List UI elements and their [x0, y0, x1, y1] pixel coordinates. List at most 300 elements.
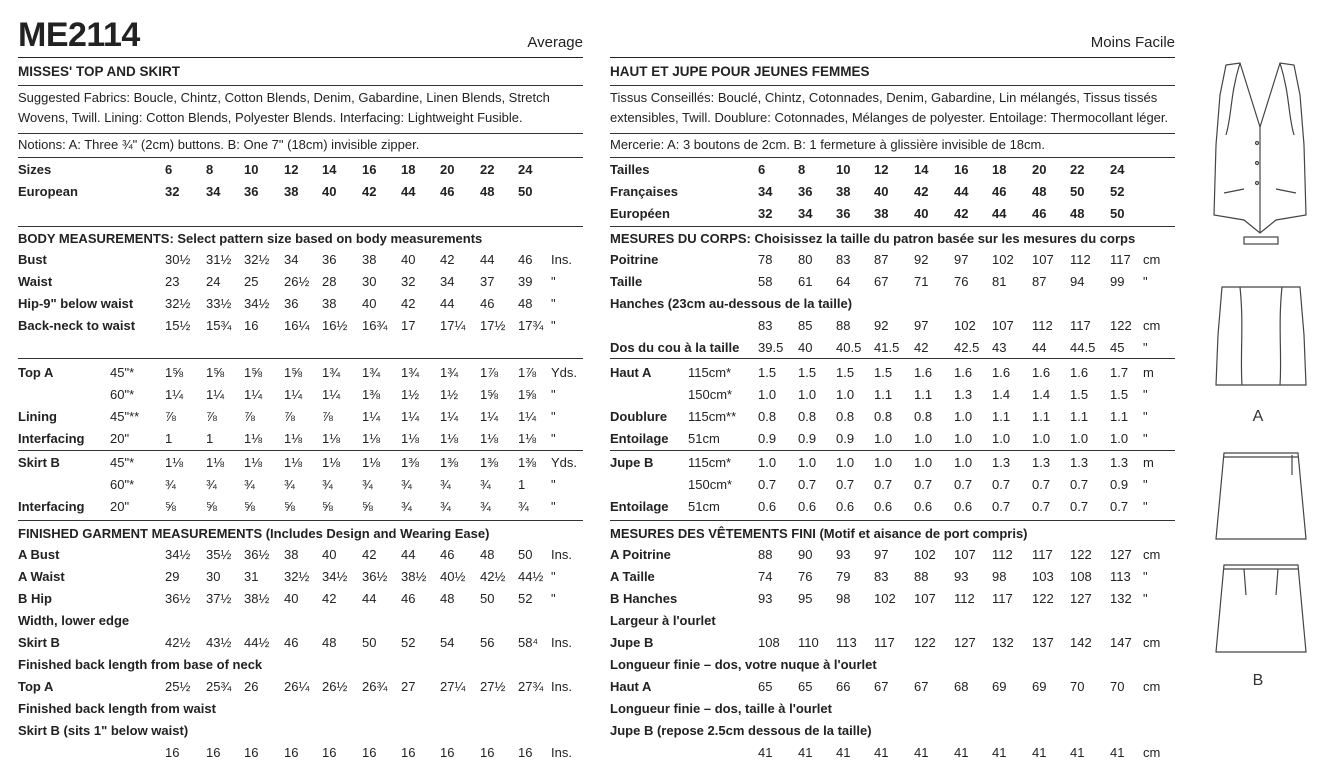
table-row: [18, 362, 583, 384]
table-cell: 27¼: [440, 679, 466, 694]
table-cell: 41: [836, 745, 851, 760]
table-cell: 83: [758, 318, 773, 333]
table-cell: 16: [362, 745, 377, 760]
table-cell: 16: [322, 745, 337, 760]
unit-label: Yds.: [551, 455, 578, 470]
row-label: B Hip: [18, 591, 52, 606]
table-cell: 0.6: [836, 499, 855, 514]
table-cell: 117: [992, 591, 1013, 606]
table-cell: 1.3: [1110, 455, 1129, 470]
table-cell: 42: [954, 206, 969, 221]
table-cell: 32½: [284, 569, 310, 584]
table-cell: 88: [758, 547, 773, 562]
table-cell: 32½: [244, 252, 270, 267]
table-cell: ¾: [362, 477, 373, 492]
table-cell: 34: [798, 206, 813, 221]
table-cell: 1⅛: [244, 455, 263, 470]
fabric-width: 45"**: [110, 409, 140, 424]
table-cell: 20: [440, 162, 455, 177]
unit-label: ": [1143, 431, 1148, 446]
table-cell: 80: [798, 252, 813, 267]
table-cell: 14: [914, 162, 929, 177]
divider: [610, 520, 1175, 521]
table-cell: 117: [1032, 547, 1053, 562]
row-label: Width, lower edge: [18, 613, 130, 628]
table-cell: ⅝: [362, 499, 373, 514]
table-cell: 1⅝: [480, 387, 499, 402]
table-cell: 1.1: [992, 409, 1011, 424]
table-cell: 27¾: [518, 679, 544, 694]
table-cell: 81: [992, 274, 1007, 289]
row-label: Françaises: [610, 184, 678, 199]
table-cell: 1.0: [836, 387, 855, 402]
table-cell: 26: [244, 679, 259, 694]
table-row: [18, 181, 583, 203]
table-cell: 65: [758, 679, 773, 694]
skirt-view-2: [1216, 565, 1306, 652]
table-row: [18, 452, 583, 474]
fabric-width: 20": [110, 431, 130, 446]
divider: [610, 226, 1175, 227]
table-cell: 8: [206, 162, 214, 177]
table-cell: 16: [206, 745, 221, 760]
table-cell: 34: [206, 184, 221, 199]
table-cell: 132: [992, 635, 1014, 650]
table-cell: 41: [992, 745, 1007, 760]
table-cell: 1⅝: [518, 387, 537, 402]
table-cell: 1¼: [480, 409, 499, 424]
unit-label: ": [1143, 274, 1148, 289]
divider: [18, 157, 583, 158]
row-label: A Taille: [610, 569, 655, 584]
divider: [610, 450, 1175, 451]
table-cell: 44: [954, 184, 969, 199]
table-cell: 46: [992, 184, 1007, 199]
table-cell: 97: [954, 252, 969, 267]
row-label: Haut A: [610, 679, 652, 694]
table-row: [18, 406, 583, 428]
table-row: [610, 676, 1175, 698]
table-cell: 69: [1032, 679, 1047, 694]
unit-label: m: [1143, 365, 1154, 380]
table-cell: 34½: [165, 547, 191, 562]
table-row: [610, 293, 1175, 315]
table-cell: 48: [440, 591, 455, 606]
pattern-title: MISSES' TOP AND SKIRT: [18, 64, 180, 79]
table-cell: 0.6: [874, 499, 893, 514]
table-cell: 44½: [244, 635, 270, 650]
pattern-number: ME2114: [18, 16, 140, 54]
table-cell: 38: [284, 184, 299, 199]
table-row: [18, 474, 583, 496]
vest-back-view: [1214, 63, 1306, 233]
table-cell: 66: [836, 679, 851, 694]
unit-label: Ins.: [551, 745, 572, 760]
table-cell: 1: [206, 431, 214, 446]
row-label: European: [18, 184, 78, 199]
table-cell: 1⅜: [440, 455, 459, 470]
skirt-view-1: [1216, 453, 1306, 539]
unit-label: ": [1143, 409, 1148, 424]
table-cell: 0.7: [758, 477, 777, 492]
row-label: Européen: [610, 206, 670, 221]
table-cell: ⅞: [206, 409, 217, 424]
table-cell: 1.0: [874, 431, 893, 446]
table-cell: 70: [1110, 679, 1125, 694]
table-cell: 107: [992, 318, 1014, 333]
table-cell: 1.5: [1070, 387, 1089, 402]
table-cell: 1.0: [758, 387, 777, 402]
table-cell: 1.0: [798, 387, 817, 402]
table-row: [610, 720, 1175, 742]
table-cell: 16: [954, 162, 969, 177]
table-row: [610, 654, 1175, 676]
row-label: A Bust: [18, 547, 60, 562]
table-cell: 1¼: [244, 387, 263, 402]
fabric-width: 51cm: [688, 431, 720, 446]
table-cell: 17¼: [440, 318, 466, 333]
table-cell: 1.1: [874, 387, 893, 402]
table-row: [18, 159, 583, 181]
table-cell: 38: [284, 547, 299, 562]
table-row: [18, 632, 583, 654]
table-cell: 26½: [284, 274, 310, 289]
row-label: Jupe B: [610, 455, 654, 470]
row-label: Entoilage: [610, 431, 669, 446]
table-cell: 127: [1070, 591, 1092, 606]
fabrics-text: Suggested Fabrics: Boucle, Chintz, Cotton Blends, Denim, Gabardine, Linen Blends, Stretch Wovens, Twill. Lining: Cotton Blends, Polyester Blends. Interfacing: Lightweight Fusible.: [18, 90, 550, 125]
table-cell: 1⅜: [401, 455, 420, 470]
table-cell: 40½: [440, 569, 466, 584]
table-row: [18, 610, 583, 632]
table-cell: 52: [518, 591, 533, 606]
table-cell: 142: [1070, 635, 1092, 650]
table-cell: 93: [954, 569, 969, 584]
table-row: [610, 588, 1175, 610]
table-cell: 6: [758, 162, 766, 177]
body-measurements-heading: BODY MEASUREMENTS: Select pattern size based on body measurements: [18, 231, 483, 246]
table-cell: 48: [1032, 184, 1047, 199]
table-cell: 16: [401, 745, 416, 760]
table-cell: 30: [362, 274, 377, 289]
table-cell: 1.4: [992, 387, 1011, 402]
table-cell: ¾: [206, 477, 217, 492]
table-cell: 1.3: [1032, 455, 1051, 470]
table-row: [610, 384, 1175, 406]
table-cell: 1.0: [954, 455, 973, 470]
table-cell: 1¼: [440, 409, 459, 424]
table-cell: 1½: [440, 387, 459, 402]
table-cell: 30: [206, 569, 221, 584]
table-cell: 25½: [165, 679, 191, 694]
table-cell: 95: [798, 591, 813, 606]
table-row: [18, 384, 583, 406]
table-cell: 127: [954, 635, 976, 650]
table-cell: 107: [914, 591, 936, 606]
table-cell: 113: [836, 635, 857, 650]
table-cell: 113: [1110, 569, 1131, 584]
body-measurements-heading-fr: MESURES DU CORPS: Choisissez la taille du patron basée sur les mesures du corps: [610, 231, 1136, 246]
table-cell: 108: [758, 635, 780, 650]
table-cell: 0.7: [992, 477, 1011, 492]
table-cell: 92: [914, 252, 929, 267]
table-cell: 1⅛: [362, 455, 381, 470]
table-cell: 44: [401, 184, 416, 199]
table-row: [18, 654, 583, 676]
row-label: Finished back length from base of neck: [18, 657, 263, 672]
row-label: Lining: [18, 409, 57, 424]
table-cell: 79: [836, 569, 851, 584]
table-cell: 58: [758, 274, 773, 289]
table-cell: 41.5: [874, 340, 900, 355]
table-cell: 0.8: [758, 409, 777, 424]
table-cell: 1.6: [1032, 365, 1051, 380]
table-row: [18, 742, 583, 764]
table-cell: 36½: [165, 591, 191, 606]
table-row: [610, 315, 1175, 337]
table-cell: 0.7: [874, 477, 893, 492]
table-cell: 32: [165, 184, 180, 199]
table-cell: 41: [1032, 745, 1047, 760]
table-cell: 12: [874, 162, 889, 177]
table-cell: 24: [1110, 162, 1125, 177]
table-cell: 41: [914, 745, 929, 760]
table-cell: 1¼: [284, 387, 303, 402]
table-row: [610, 181, 1175, 203]
table-cell: 122: [1070, 547, 1092, 562]
unit-label: cm: [1143, 318, 1161, 333]
row-label: Hip-9" below waist: [18, 296, 134, 311]
table-cell: 78: [758, 252, 773, 267]
row-label: Taille: [610, 274, 643, 289]
table-row: [610, 496, 1175, 518]
view-b-label: B: [1252, 672, 1264, 689]
unit-label: ": [1143, 569, 1148, 584]
fabric-width: 115cm*: [688, 365, 732, 380]
table-cell: 0.6: [798, 499, 817, 514]
table-cell: ⅝: [244, 499, 255, 514]
unit-label: ": [551, 274, 556, 289]
table-cell: 38: [322, 296, 337, 311]
table-cell: 1.0: [954, 409, 973, 424]
table-cell: 67: [874, 274, 889, 289]
table-cell: 34: [440, 274, 455, 289]
table-cell: 1.0: [954, 431, 973, 446]
fabric-width: 150cm*: [688, 477, 733, 492]
fabric-width: 45"*: [110, 455, 135, 470]
row-label: Sizes: [18, 162, 52, 177]
table-cell: 1⅛: [244, 431, 263, 446]
table-cell: 40: [798, 340, 813, 355]
table-row: [18, 588, 583, 610]
table-cell: 16: [165, 745, 180, 760]
table-cell: 34: [758, 184, 773, 199]
table-cell: 41: [954, 745, 969, 760]
table-cell: 0.9: [1110, 477, 1129, 492]
table-cell: 32: [758, 206, 773, 221]
table-cell: 58⁴: [518, 635, 539, 650]
table-cell: ⅞: [165, 409, 176, 424]
table-cell: 1¼: [206, 387, 225, 402]
table-cell: 1⅝: [284, 365, 303, 380]
table-cell: 16¾: [362, 318, 388, 333]
table-cell: ⅝: [206, 499, 217, 514]
table-cell: 1.0: [874, 455, 893, 470]
table-cell: 1.5: [836, 365, 855, 380]
table-cell: 22: [1070, 162, 1085, 177]
table-cell: 40: [284, 591, 299, 606]
table-cell: 16: [284, 745, 299, 760]
table-cell: 1¾: [440, 365, 459, 380]
fabric-width: 115cm**: [688, 409, 737, 424]
table-cell: 10: [836, 162, 851, 177]
fabric-width: 51cm: [688, 499, 720, 514]
table-cell: 122: [1032, 591, 1054, 606]
table-cell: 41: [798, 745, 813, 760]
table-cell: 44.5: [1070, 340, 1096, 355]
table-cell: 43½: [206, 635, 232, 650]
table-cell: 112: [1070, 252, 1091, 267]
table-cell: 42½: [480, 569, 506, 584]
row-label: Entoilage: [610, 499, 669, 514]
table-cell: 40: [874, 184, 889, 199]
table-cell: 27½: [480, 679, 506, 694]
vest-front-view: [1216, 287, 1306, 385]
table-row: [610, 203, 1175, 225]
table-cell: 24: [206, 274, 221, 289]
table-cell: 36: [284, 296, 299, 311]
table-cell: 44½: [518, 569, 544, 584]
view-a-label: A: [1252, 408, 1264, 425]
table-cell: 0.6: [758, 499, 777, 514]
table-cell: ⅞: [284, 409, 295, 424]
row-label: Haut A: [610, 365, 652, 380]
fabric-width: 60"*: [110, 477, 135, 492]
table-cell: 46: [284, 635, 299, 650]
table-cell: 43: [992, 340, 1007, 355]
table-cell: 1⅛: [284, 431, 303, 446]
table-cell: 1.0: [758, 455, 777, 470]
table-cell: 74: [758, 569, 773, 584]
table-cell: 1¼: [401, 409, 420, 424]
table-cell: 102: [992, 252, 1014, 267]
table-cell: 50: [518, 184, 533, 199]
pattern-title-fr: HAUT ET JUPE POUR JEUNES FEMMES: [610, 64, 870, 79]
unit-label: ": [551, 499, 556, 514]
table-cell: 1⅛: [480, 431, 499, 446]
table-cell: ¾: [244, 477, 255, 492]
table-cell: 42: [322, 591, 337, 606]
line-drawings: [1200, 55, 1322, 695]
table-cell: 38: [874, 206, 889, 221]
divider: [610, 57, 1175, 58]
table-cell: 107: [954, 547, 976, 562]
table-cell: 1.6: [914, 365, 933, 380]
table-cell: 147: [1110, 635, 1132, 650]
table-cell: 42: [362, 184, 377, 199]
table-cell: 67: [914, 679, 929, 694]
table-cell: 42: [914, 184, 929, 199]
table-cell: 40.5: [836, 340, 862, 355]
row-label: Interfacing: [18, 499, 85, 514]
row-label: Jupe B: [610, 635, 654, 650]
row-label: Top A: [18, 365, 54, 380]
table-cell: 29: [165, 569, 180, 584]
table-cell: 6: [165, 162, 173, 177]
table-cell: ⅞: [244, 409, 255, 424]
table-cell: 41: [874, 745, 889, 760]
divider: [610, 157, 1175, 158]
table-cell: 1⅛: [401, 431, 420, 446]
table-cell: 37½: [206, 591, 232, 606]
table-cell: 1.0: [1110, 431, 1129, 446]
table-cell: 94: [1070, 274, 1085, 289]
divider: [610, 85, 1175, 86]
table-cell: 16¼: [284, 318, 310, 333]
table-cell: 44: [362, 591, 377, 606]
table-cell: 35½: [206, 547, 232, 562]
table-cell: 1⅜: [518, 455, 537, 470]
table-cell: 1.0: [992, 431, 1011, 446]
table-row: [610, 406, 1175, 428]
fabric-width: 115cm*: [688, 455, 732, 470]
table-row: [610, 698, 1175, 720]
table-cell: 33½: [206, 296, 232, 311]
unit-label: ": [1143, 477, 1148, 492]
table-cell: 0.7: [954, 477, 973, 492]
table-cell: 16: [362, 162, 377, 177]
table-cell: 14: [322, 162, 337, 177]
table-cell: 50: [362, 635, 377, 650]
divider: [18, 358, 583, 359]
table-cell: 0.8: [874, 409, 893, 424]
table-cell: 1.1: [1070, 409, 1089, 424]
table-cell: 1⅝: [244, 365, 263, 380]
table-cell: 39: [518, 274, 533, 289]
table-cell: ⅝: [322, 499, 333, 514]
table-cell: 36: [836, 206, 851, 221]
table-cell: 88: [914, 569, 929, 584]
table-cell: ¾: [480, 477, 491, 492]
table-cell: 1.6: [1070, 365, 1089, 380]
finished-measurements-heading-fr: MESURES DES VÊTEMENTS FINI (Motif et aisance de port compris): [610, 526, 1028, 541]
table-cell: 112: [954, 591, 975, 606]
table-cell: 103: [1032, 569, 1054, 584]
table-cell: 31: [244, 569, 259, 584]
table-cell: 117: [1070, 318, 1091, 333]
row-label: Skirt B (sits 1" below waist): [18, 723, 189, 738]
table-cell: 68: [954, 679, 969, 694]
table-cell: 127: [1110, 547, 1132, 562]
table-cell: 0.7: [1110, 499, 1129, 514]
table-cell: ¾: [440, 477, 451, 492]
table-cell: 44: [992, 206, 1007, 221]
table-cell: 40: [401, 252, 416, 267]
unit-label: ": [551, 387, 556, 402]
unit-label: ": [1143, 387, 1148, 402]
table-cell: 46: [440, 184, 455, 199]
table-cell: 98: [992, 569, 1007, 584]
table-cell: 31½: [206, 252, 232, 267]
table-cell: 32: [401, 274, 416, 289]
table-cell: 0.7: [1032, 499, 1051, 514]
table-cell: 40: [914, 206, 929, 221]
table-cell: 27: [401, 679, 416, 694]
table-cell: 1⅛: [518, 431, 537, 446]
table-cell: 17: [401, 318, 416, 333]
table-cell: 1.0: [1070, 431, 1089, 446]
fabric-width: 60"*: [110, 387, 135, 402]
